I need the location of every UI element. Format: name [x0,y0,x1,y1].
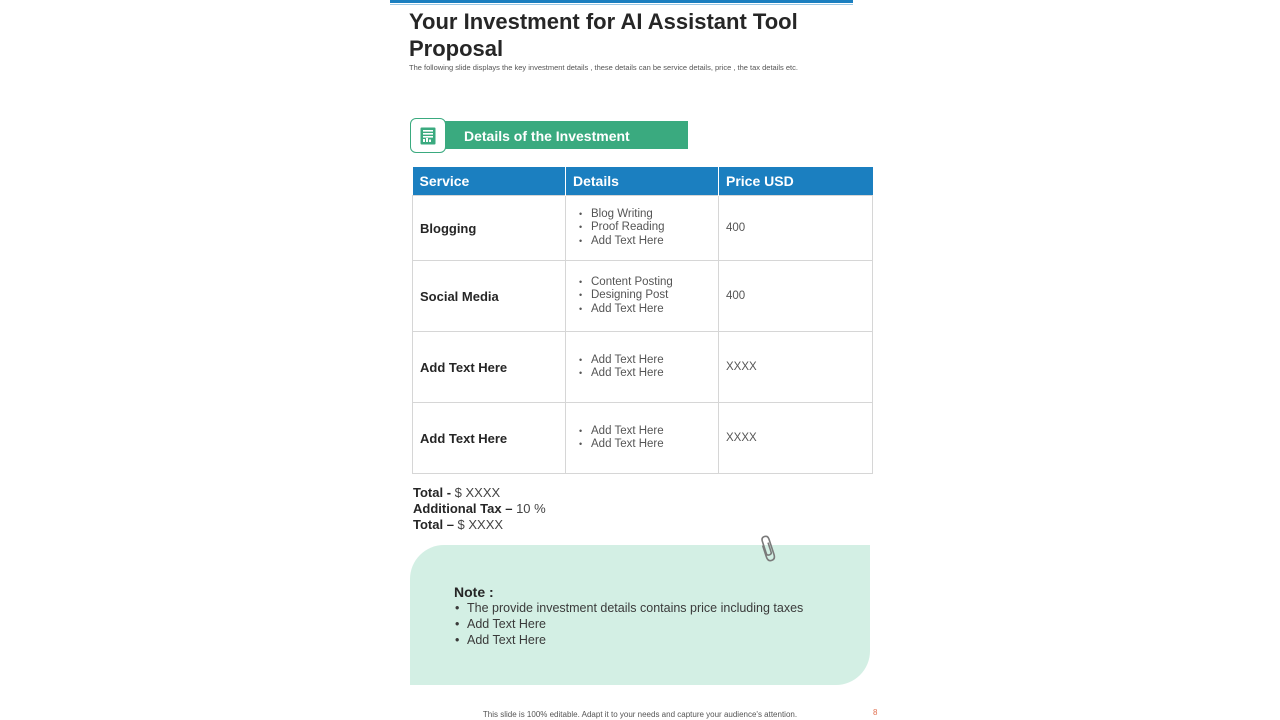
price-cell: XXXX [719,403,873,474]
note-item: • Add Text Here [467,617,803,633]
tax-value: 10 % [516,500,546,516]
column-header-details: Details [566,167,719,196]
page-subtitle: The following slide displays the key investment details , these details can be service details, price , the tax details etc. [409,63,798,72]
details-cell [566,261,719,332]
table-row [413,403,873,474]
service-cell: Add Text Here [413,332,566,403]
price-cell: 400 [719,261,873,332]
column-header-price: Price USD [719,167,873,196]
grand-total-line [413,517,546,533]
section-banner [440,121,688,149]
service-cell: Add Text Here [413,403,566,474]
top-accent-rule-thin [390,4,853,5]
totals-block [413,485,546,532]
details-cell [566,196,719,261]
note-list [454,601,803,648]
grand-total-value: $ XXXX [457,516,504,532]
table-row [413,261,873,332]
detail-item: • Add Text Here [585,303,711,317]
service-cell: Social Media [413,261,566,332]
page-number: 8 [873,708,878,717]
slide-page [390,0,890,720]
top-accent-rule [390,0,853,3]
table-row [413,196,873,261]
price-cell: 400 [719,196,873,261]
column-header-service: Service [413,167,566,196]
note-item: • The provide investment details contains price including taxes [467,601,803,617]
service-cell: Blogging [413,196,566,261]
price-cell: XXXX [719,332,873,403]
paperclip-icon [760,534,776,564]
note-title: Note : [454,584,494,600]
table-row [413,332,873,403]
detail-item: • Content Posting [585,276,711,290]
investment-table [412,167,873,474]
detail-item: • Add Text Here [585,367,711,381]
details-cell [566,332,719,403]
total-value: $ XXXX [454,485,501,500]
section-banner-label: Details of the Investment [464,128,630,144]
details-cell [566,403,719,474]
table-header-row [413,167,873,196]
detail-item: • Add Text Here [585,425,711,439]
document-chart-icon [410,118,446,153]
grand-total-label: Total – [413,516,458,532]
detail-item: • Proof Reading [585,221,711,235]
note-box [410,545,870,685]
detail-item: • Add Text Here [585,235,711,249]
page-title: Your Investment for AI Assistant Tool Proposal [409,9,798,61]
footer-text: This slide is 100% editable. Adapt it to your needs and capture your audience's attention. [482,710,798,719]
detail-item: • Blog Writing [585,208,711,222]
total-label: Total - [413,485,455,500]
tax-line [413,501,546,517]
detail-item: • Add Text Here [585,354,711,368]
total-line [413,485,546,501]
note-item: • Add Text Here [467,633,803,649]
detail-item: • Add Text Here [585,438,711,452]
tax-label: Additional Tax – [413,500,517,516]
detail-item: • Designing Post [585,289,711,303]
